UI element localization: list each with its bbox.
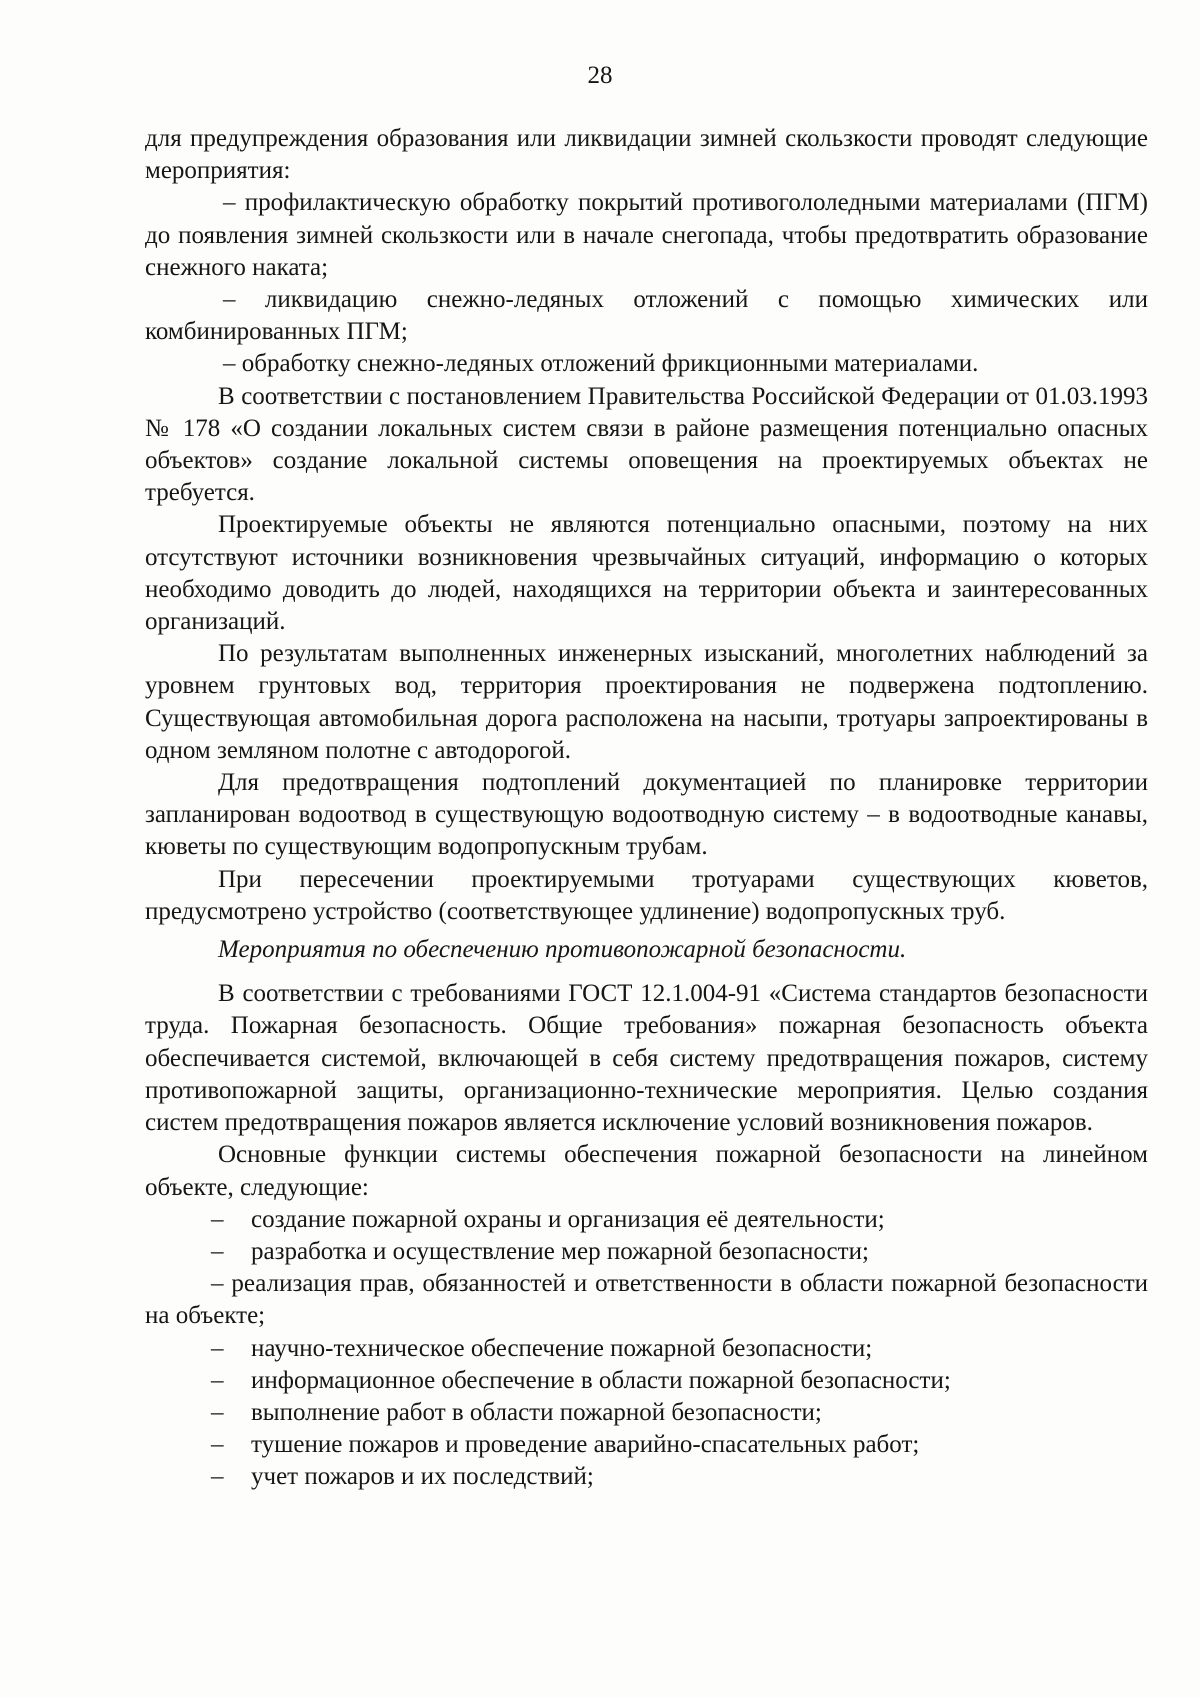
- list-item-text: тушение пожаров и проведение аварийно-спасательных работ;: [251, 1431, 920, 1459]
- list-dash: –: [211, 1366, 224, 1394]
- paragraph: Проектируемые объекты не являются потенциально опасными, поэтому на них отсутствуют источники возникновения чрезвычайных ситуаций, информацию о которых необходимо доводить до людей, находящихся на территории объекта и заинтересованных организаций.: [145, 511, 1148, 636]
- list-item: [145, 1333, 1148, 1365]
- list-dash: –: [211, 1334, 224, 1362]
- list-item: [145, 1204, 1148, 1236]
- list-item: [145, 1365, 1148, 1397]
- list-item: [145, 1236, 1148, 1268]
- list-item-text: научно-техническое обеспечение пожарной безопасности;: [251, 1334, 873, 1362]
- list-item: – профилактическую обработку покрытий противогололедными материалами (ПГМ) до появления зимней скользкости или в начале снегопада, чтобы предотвратить образование снежного наката;: [145, 189, 1148, 281]
- list-item: – реализация прав, обязанностей и ответственности в области пожарной безопасности на объекте;: [145, 1270, 1148, 1330]
- paragraph: По результатам выполненных инженерных изысканий, многолетних наблюдений за уровнем грунтовых вод, территория проектирования не подвержена подтоплению. Существующая автомобильная дорога расположена на насыпи, тротуары запроектированы в одном земляном полотне с автодорогой.: [145, 640, 1148, 764]
- list-dash: –: [211, 1205, 224, 1233]
- list-item-text: разработка и осуществление мер пожарной безопасности;: [251, 1237, 869, 1265]
- list-item: [145, 1429, 1148, 1461]
- paragraph: Основные функции системы обеспечения пожарной безопасности на линейном объекте, следующие:: [145, 1141, 1148, 1201]
- list-dash: –: [211, 1431, 224, 1459]
- list-item: [145, 1397, 1148, 1429]
- section-heading: Мероприятия по обеспечению противопожарной безопасности.: [218, 936, 907, 964]
- fire-safety-list: [145, 1204, 1148, 1494]
- list-item: – ликвидацию снежно-ледяных отложений с помощью химических или комбинированных ПГМ;: [145, 286, 1148, 346]
- paragraph: В соответствии с требованиями ГОСТ 12.1.004-91 «Система стандартов безопасности труда. Пожарная безопасность. Общие требования» пожарная безопасность объекта обеспечивается системой, включающей в себя систему предотвращения пожаров, систему противопожарной защиты, организационно-технические мероприятия. Целью создания систем предотвращения пожаров является исключение условий возникновения пожаров.: [145, 980, 1148, 1137]
- list-item-text: учет пожаров и их последствий;: [251, 1463, 594, 1491]
- intro-paragraph: для предупреждения образования или ликвидации зимней скользкости проводят следующие мероприятия:: [145, 125, 1148, 185]
- document-body: [145, 123, 1148, 1494]
- list-dash: –: [211, 1398, 224, 1426]
- list-item-text: выполнение работ в области пожарной безопасности;: [251, 1398, 822, 1426]
- paragraph: Для предотвращения подтоплений документацией по планировке территории запланирован водоотвод в существующую водоотводную систему – в водоотводные канавы, кюветы по существующим водопропускным трубам.: [145, 769, 1148, 861]
- list-item: – обработку снежно-ледяных отложений фрикционными материалами.: [223, 350, 979, 378]
- list-item-text: информационное обеспечение в области пожарной безопасности;: [251, 1366, 951, 1394]
- paragraph: При пересечении проектируемыми тротуарами существующих кюветов, предусмотрено устройство (соответствующее удлинение) водопропускных труб.: [145, 865, 1148, 925]
- list-dash: –: [211, 1463, 224, 1491]
- list-item: [145, 1461, 1148, 1493]
- list-dash: –: [211, 1237, 224, 1265]
- page-number: 28: [587, 62, 613, 89]
- list-item-text: создание пожарной охраны и организация её деятельности;: [251, 1205, 885, 1233]
- paragraph: В соответствии с постановлением Правительства Российской Федерации от 01.03.1993 № 178 «О создании локальных систем связи в районе размещения потенциально опасных объектов» создание локальной системы оповещения на проектируемых объектах не требуется.: [145, 382, 1148, 507]
